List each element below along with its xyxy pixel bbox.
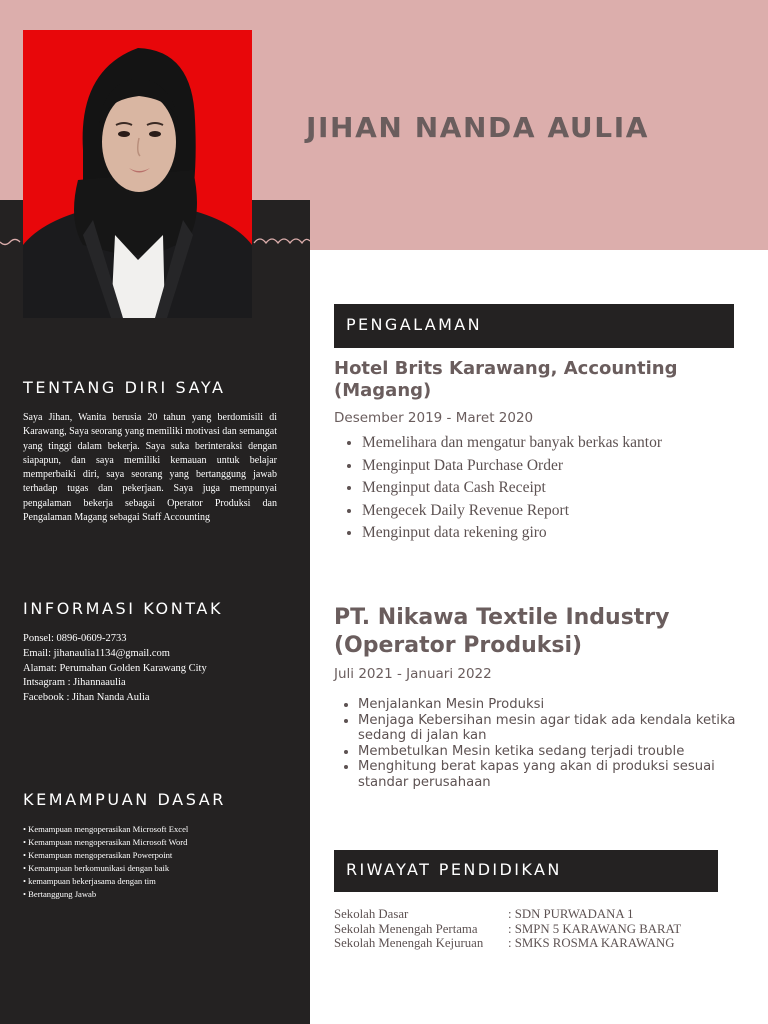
education-row — [334, 936, 681, 951]
job-dates: Desember 2019 - Maret 2020 — [334, 410, 534, 426]
job-task-item: • Menginput data rekening giro — [362, 522, 768, 545]
contact-email: Email: jihanaulia1134@gmail.com — [23, 647, 170, 659]
education-row — [334, 922, 681, 937]
scallop-left-ornament — [0, 234, 23, 248]
education-school: : SMKS ROSMA KARAWANG — [508, 936, 675, 951]
education-school: : SDN PURWADANA 1 — [508, 907, 634, 921]
person-name: JIHAN NANDA AULIA — [306, 111, 649, 144]
job-dates: Juli 2021 - Januari 2022 — [334, 666, 492, 682]
skill-item: • Kemampuan berkomunikasi dengan baik — [23, 862, 170, 873]
skill-item: • Bertanggung Jawab — [23, 888, 97, 899]
skill-item: • Kemampuan mengoperasikan Powerpoint — [23, 849, 173, 860]
skill-item: • kemampuan bekerjasama dengan tim — [23, 875, 156, 886]
job-task-item: • Menginput data Cash Receipt — [362, 477, 768, 500]
education-heading: RIWAYAT PENDIDIKAN — [334, 850, 718, 892]
job-title: PT. Nikawa Textile Industry (Operator Produksi) — [334, 605, 670, 658]
contact-address: Alamat: Perumahan Golden Karawang City — [23, 662, 207, 674]
scallop-right-ornament — [252, 234, 310, 248]
contact-phone: Ponsel: 0896-0609-2733 — [23, 633, 127, 644]
education-school: : SMPN 5 KARAWANG BARAT — [508, 921, 682, 936]
contact-list — [23, 632, 293, 706]
job-task-item: • Membetulkan Mesin ketika sedang terjadi trouble — [358, 744, 768, 760]
contact-facebook: Facebook : Jihan Nanda Aulia — [23, 692, 150, 704]
skill-item: • Kemampuan mengoperasikan Microsoft Excel — [23, 824, 189, 834]
job-task-item: • Menjalankan Mesin Produksi — [358, 697, 768, 713]
job-task-item: • Menjaga Kebersihan mesin agar tidak ada kendala ketika sedang di jalan kan — [358, 713, 768, 744]
job-task-item: • Menginput Data Purchase Order — [362, 455, 768, 478]
skill-item: • Kemampuan mengoperasikan Microsoft Word — [23, 836, 188, 847]
about-text: Saya Jihan, Wanita berusia 20 tahun yang berdomisili di Karawang, Saya seorang yang memiliki motivasi dan semangat yang tinggi dalam bekerja. Saya suka berinteraksi dengan siapapun, dan saya memiliki kemauan untuk belajar memperbaiki diri, saya seorang yang bertanggung jawab terhadap tugas dan pekerjaan. Saya juga mempunyai pengalaman bekerja sebagai Operator Produksi dan Pengalaman Magang sebagai Staff Accounting — [23, 412, 277, 524]
job-title: Hotel Brits Karawang, Accounting (Magang) — [334, 358, 678, 401]
job-task-item: • Memelihara dan mengatur banyak berkas kantor — [362, 432, 768, 455]
contact-heading: INFORMASI KONTAK — [23, 599, 224, 618]
skills-list — [23, 823, 293, 900]
about-heading: TENTANG DIRI SAYA — [23, 378, 226, 397]
profile-photo — [23, 30, 252, 318]
contact-instagram: Intsagram : Jihannaaulia — [23, 677, 126, 689]
job-task-list — [334, 697, 768, 791]
education-level: Sekolah Menengah Kejuruan — [334, 936, 484, 951]
education-table — [334, 907, 681, 951]
job-task-item: • Menghitung berat kapas yang akan di produksi sesuai standar perusahaan — [358, 759, 768, 790]
skills-heading: KEMAMPUAN DASAR — [23, 790, 227, 809]
education-row — [334, 907, 681, 922]
job-task-list — [334, 432, 768, 545]
job-task-item: • Mengecek Daily Revenue Report — [362, 500, 768, 523]
education-level: Sekolah Dasar — [334, 907, 409, 921]
education-level: Sekolah Menengah Pertama — [334, 921, 478, 936]
experience-heading: PENGALAMAN — [334, 304, 734, 348]
